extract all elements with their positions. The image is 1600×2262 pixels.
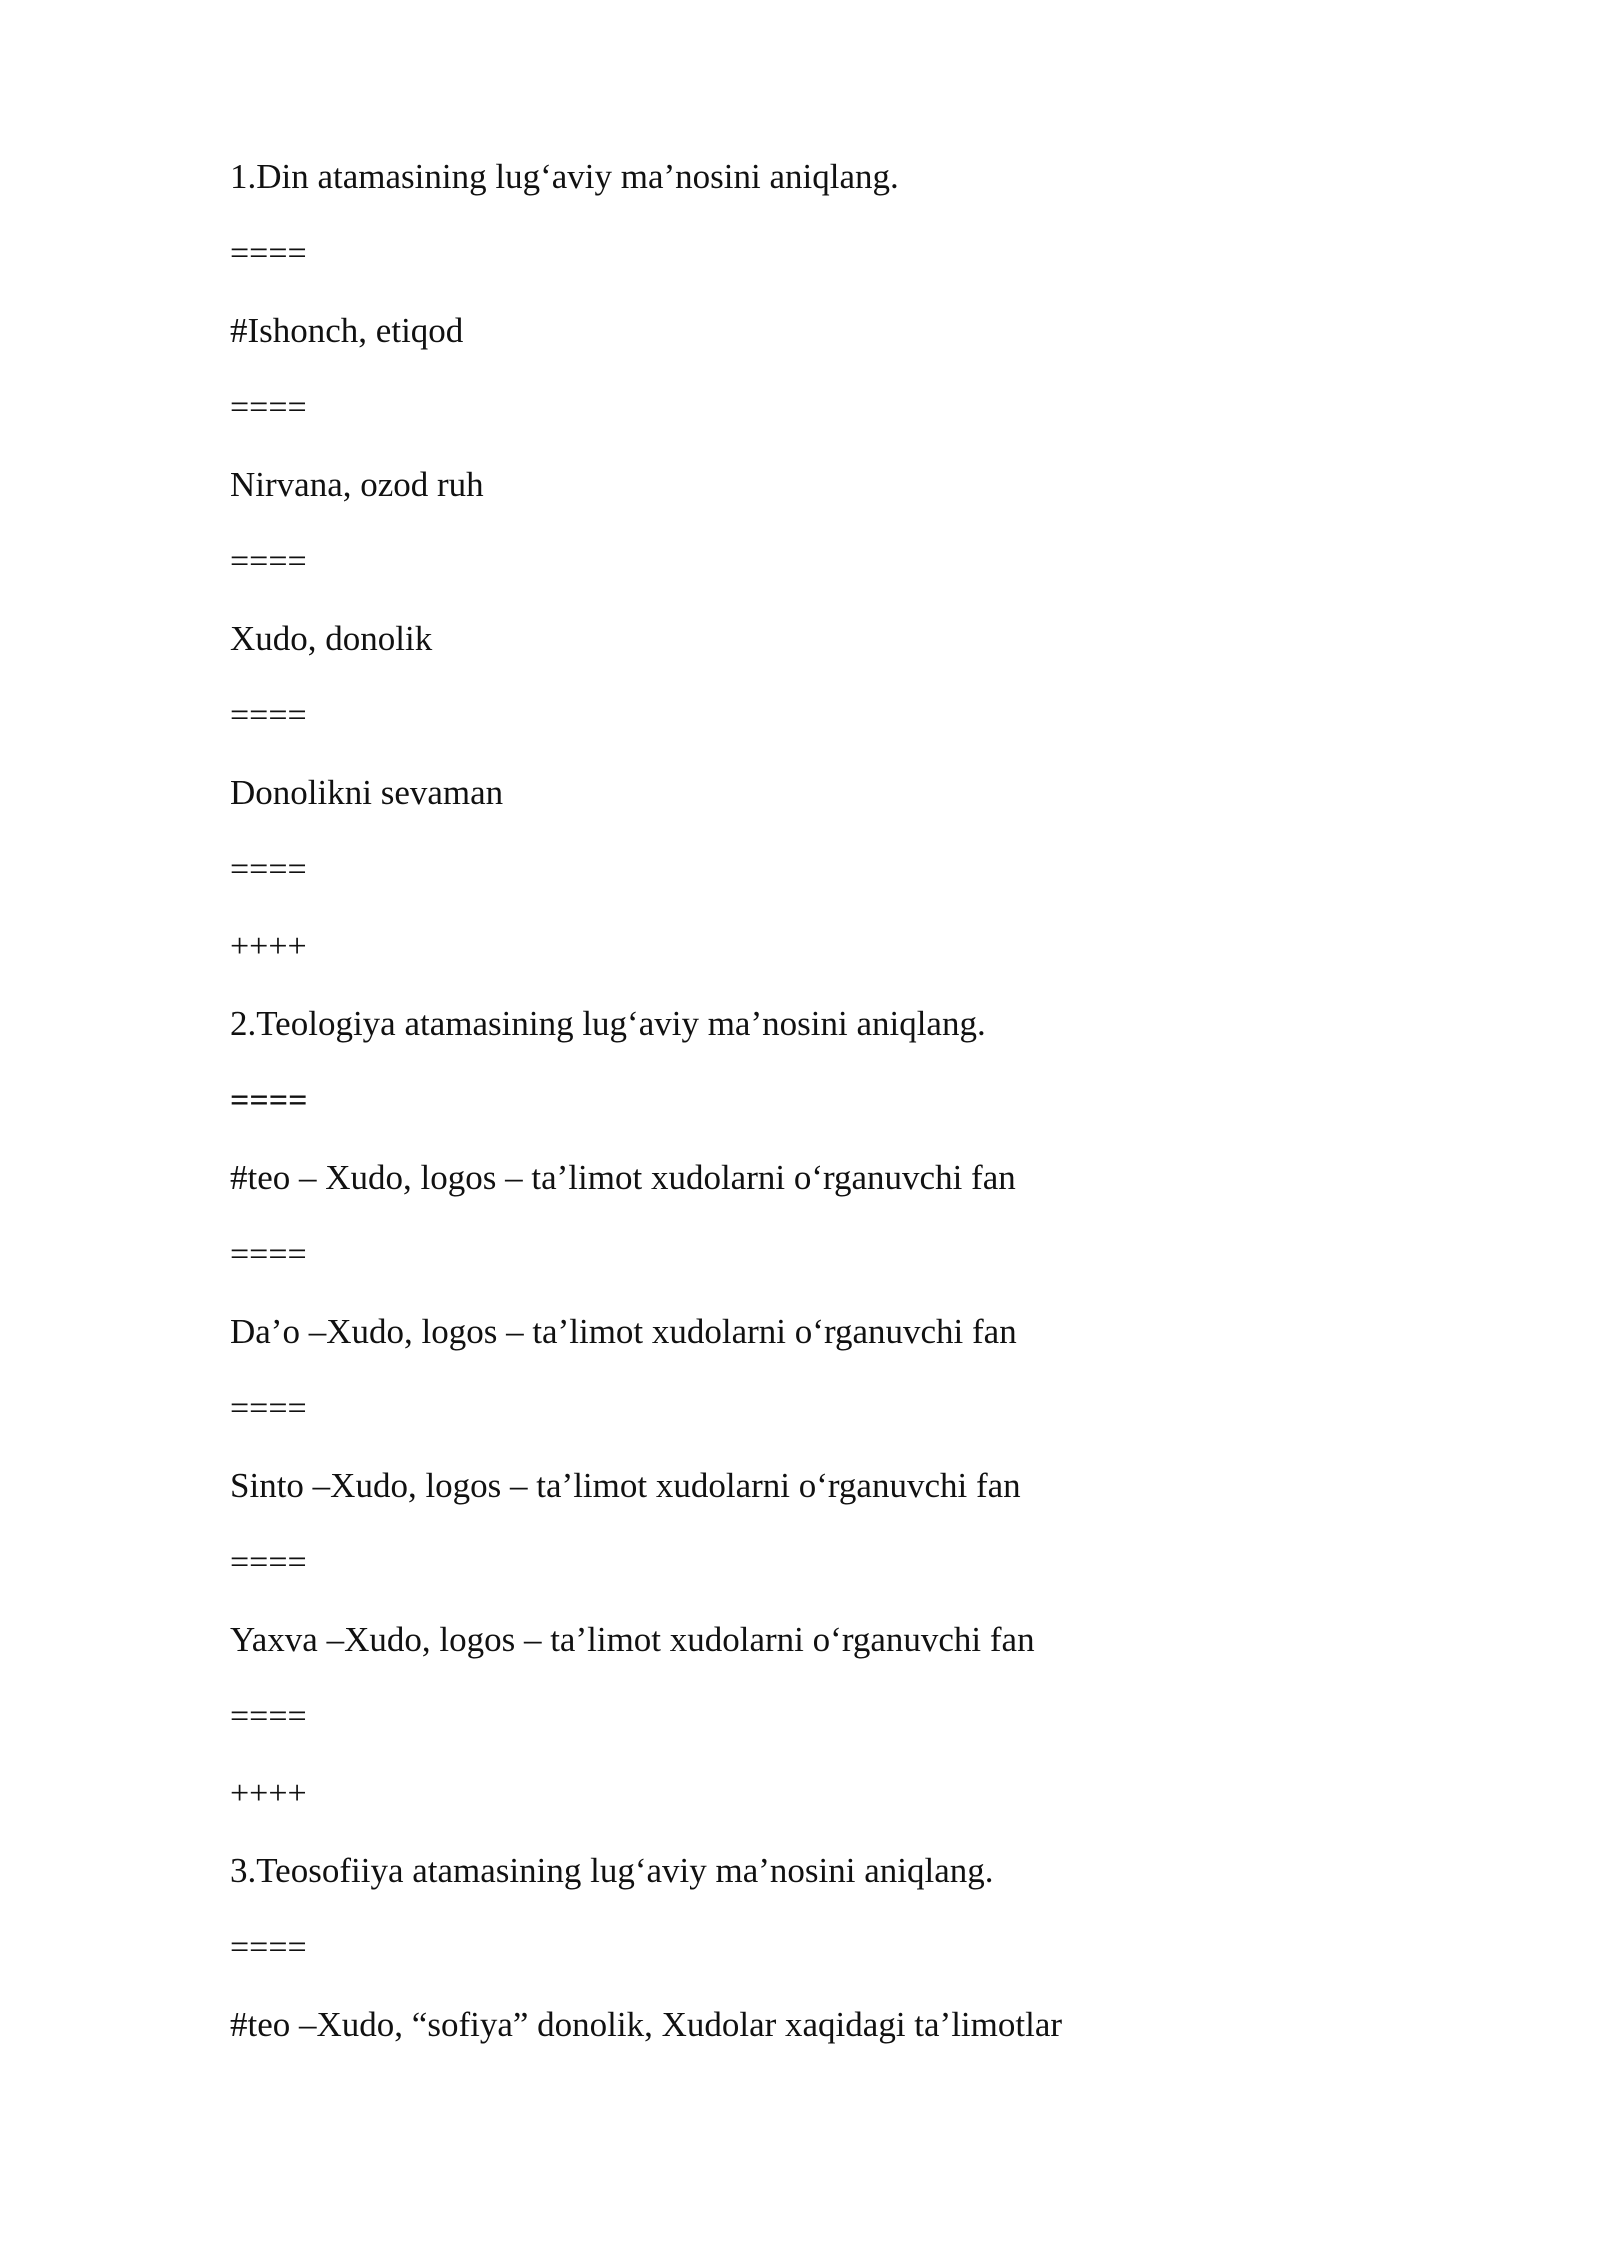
question-separator: ++++	[230, 928, 307, 965]
answer-option-correct: #Ishonch, etiqod	[230, 311, 464, 350]
answer-option: Yaxva –Xudo, logos – ta’limot xudolarni o‘rganuvchi fan	[230, 1620, 1035, 1659]
answer-separator: ====	[230, 851, 307, 888]
question-2-text: 2.Teologiya atamasining lug‘aviy ma’nosini aniqlang.	[230, 1004, 986, 1043]
answer-separator: ====	[230, 543, 307, 580]
answer-separator: ====	[230, 1698, 307, 1735]
answer-option: Donolikni sevaman	[230, 773, 504, 812]
answer-option: Da’o –Xudo, logos – ta’limot xudolarni o‘rganuvchi fan	[230, 1312, 1017, 1351]
question-3-text: 3.Teosofiiya atamasining lug‘aviy ma’nosini aniqlang.	[230, 1851, 994, 1890]
answer-separator: ====	[230, 1236, 307, 1273]
answer-separator: ====	[230, 1082, 308, 1119]
answer-option-correct: #teo –Xudo, “sofiya” donolik, Xudolar xaqidagi ta’limotlar	[230, 2005, 1063, 2044]
answer-option: Nirvana, ozod ruh	[230, 465, 484, 504]
answer-option: Xudo, donolik	[230, 619, 433, 658]
answer-separator: ====	[230, 235, 307, 272]
answer-separator: ====	[230, 1544, 307, 1581]
answer-option: Sinto –Xudo, logos – ta’limot xudolarni o‘rganuvchi fan	[230, 1466, 1021, 1505]
answer-separator: ====	[230, 697, 307, 734]
document-body	[230, 150, 1430, 2075]
answer-separator: ====	[230, 1390, 307, 1427]
answer-separator: ====	[230, 389, 307, 426]
answer-option-correct: #teo – Xudo, logos – ta’limot xudolarni o‘rganuvchi fan	[230, 1158, 1016, 1197]
question-1-text: 1.Din atamasining lug‘aviy ma’nosini aniqlang.	[230, 157, 899, 196]
question-separator: ++++	[230, 1775, 307, 1812]
answer-separator: ====	[230, 1929, 307, 1966]
